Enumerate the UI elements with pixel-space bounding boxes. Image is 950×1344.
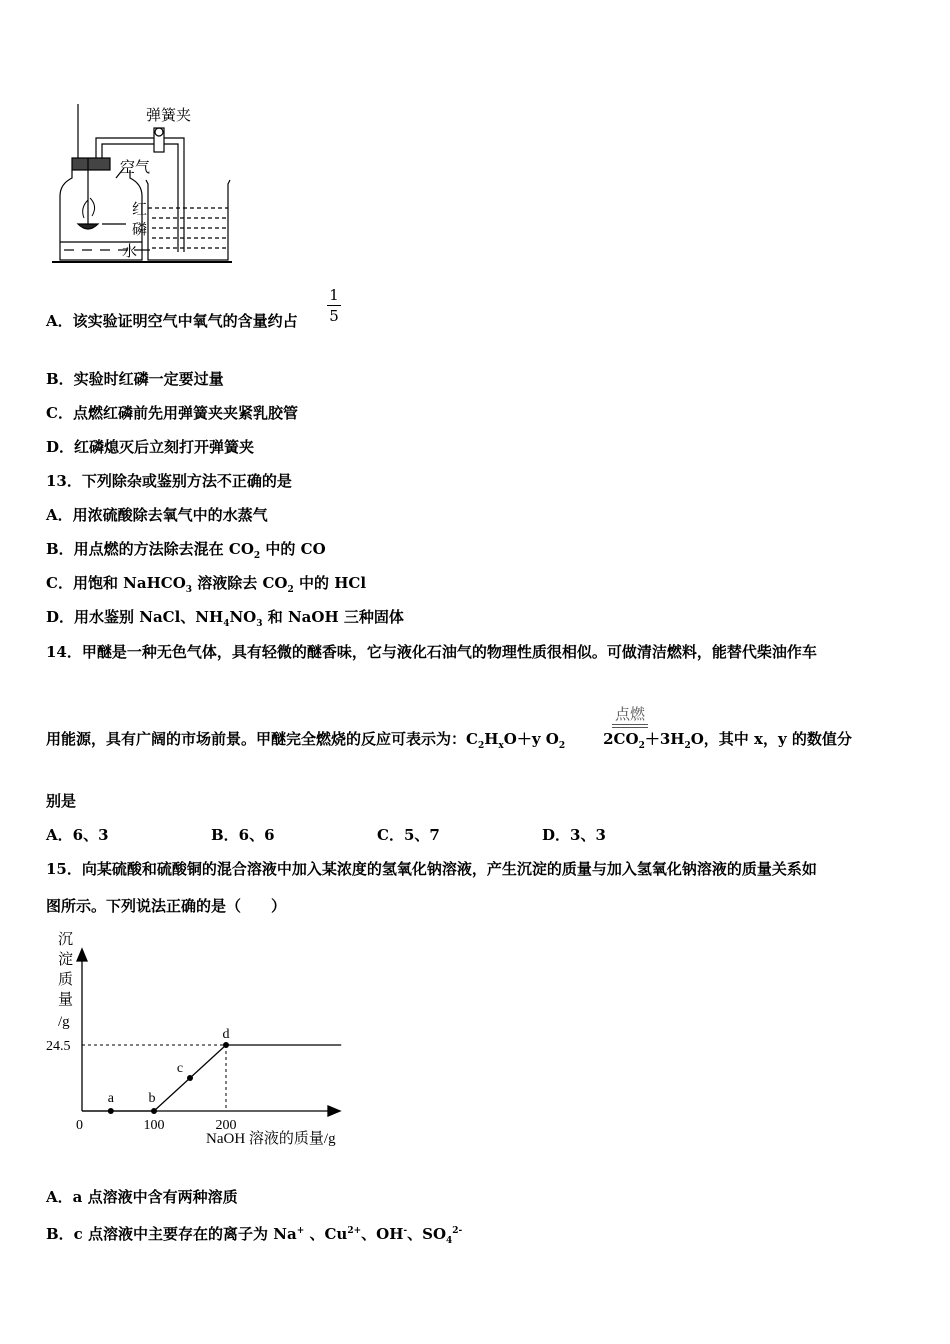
- point-d: [223, 1042, 229, 1048]
- fraction-numerator: 1: [329, 286, 339, 304]
- x-tick-label-2: 200: [215, 1118, 237, 1133]
- fraction-denominator: 5: [329, 307, 339, 325]
- label-water: 水: [122, 242, 138, 260]
- y-axis-arrow: [77, 949, 87, 961]
- q14-stem-line2: 用能源，具有广阔的市场前景。甲醚完全燃烧的反应可表示为：$C_2H_xO+y$ $O_2$ $2CO_2+3H_2O$，其中 x，y 的数值分: [46, 730, 852, 751]
- y-tick-label: 24.5: [46, 1039, 71, 1054]
- point-label-c: c: [176, 1061, 184, 1076]
- point-a: [108, 1108, 114, 1114]
- q13-option-d: D．用水鉴别 NaCl、$NH_4NO_3$ 和 NaOH 三种固体: [46, 608, 404, 629]
- point-c: [187, 1075, 193, 1081]
- point-label-a: a: [107, 1091, 114, 1106]
- label-spring-clamp: 弹簧夹: [146, 106, 192, 124]
- q12-option-c: C．点燃红磷前先用弹簧夹夹紧乳胶管: [46, 404, 298, 422]
- y-label-char-2: 淀: [58, 950, 74, 968]
- q13-option-b: B．用点燃的方法除去混在 $CO_2$ 中的 CO: [46, 540, 326, 561]
- y-label-char-1: 沉: [58, 930, 74, 948]
- x-axis-arrow: [328, 1106, 340, 1116]
- series-line-precipitate: [82, 1045, 341, 1111]
- q14-option-a: A．6、3: [46, 826, 109, 844]
- origin-label: 0: [76, 1118, 83, 1133]
- point-label-b: b: [148, 1091, 156, 1106]
- label-air: 空气: [120, 158, 151, 176]
- q15-stem-line1: 15．向某硫酸和硫酸铜的混合溶液中加入某浓度的氢氧化钠溶液，产生沉淀的质量与加入氢氧化钠溶液的质量关系如: [46, 860, 817, 878]
- q14-stem-line3: 别是: [46, 792, 77, 810]
- precipitate-chart: [40, 925, 360, 1155]
- q13-stem: 13．下列除杂或鉴别方法不正确的是: [46, 472, 292, 490]
- q15-option-b: B．c 点溶液中主要存在的离子为 Na+ 、$Cu^{2+}$、OH-、$SO_4^{2-}$: [46, 1225, 463, 1246]
- q12-option-d: D．红磷熄灭后立刻打开弹簧夹: [46, 438, 255, 456]
- y-label-unit: /g: [58, 1014, 70, 1030]
- q12-option-b: B．实验时红磷一定要过量: [46, 370, 224, 388]
- q15-stem-line2: 图所示。下列说法正确的是（ ）: [46, 897, 287, 915]
- q14-option-d: D．3、3: [542, 826, 606, 844]
- apparatus-diagram: [50, 100, 250, 270]
- q12-option-a: A．该实验证明空气中氧气的含量约占: [46, 312, 298, 330]
- q14-option-b: B．6、6: [211, 826, 275, 844]
- label-phosphorus-2: 磷: [132, 220, 148, 238]
- q14-stem-line1: 14．甲醚是一种无色气体，具有轻微的醚香味，它与液化石油气的物理性质很相似。可做清洁燃料，能替代柴油作车: [46, 643, 817, 661]
- y-label-char-3: 质: [58, 970, 74, 988]
- q14-option-c: C．5、7: [377, 826, 440, 844]
- label-phosphorus-1: 红: [132, 200, 148, 218]
- q13-option-a: A．用浓硫酸除去氧气中的水蒸气: [46, 506, 268, 524]
- q15-option-a: A．a 点溶液中含有两种溶质: [46, 1188, 238, 1206]
- point-label-d: d: [222, 1027, 230, 1042]
- fraction-one-fifth: [327, 286, 341, 325]
- q13-option-c: C．用饱和 NaHCO$_3$ 溶液除去 $CO_2$ 中的 HCl: [46, 574, 367, 595]
- point-b: [151, 1108, 157, 1114]
- y-label-char-4: 量: [58, 990, 74, 1008]
- x-tick-label-1: 100: [143, 1118, 165, 1133]
- x-axis-label: NaOH 溶液的质量/g: [206, 1131, 336, 1147]
- reaction-condition: 点燃: [612, 705, 648, 728]
